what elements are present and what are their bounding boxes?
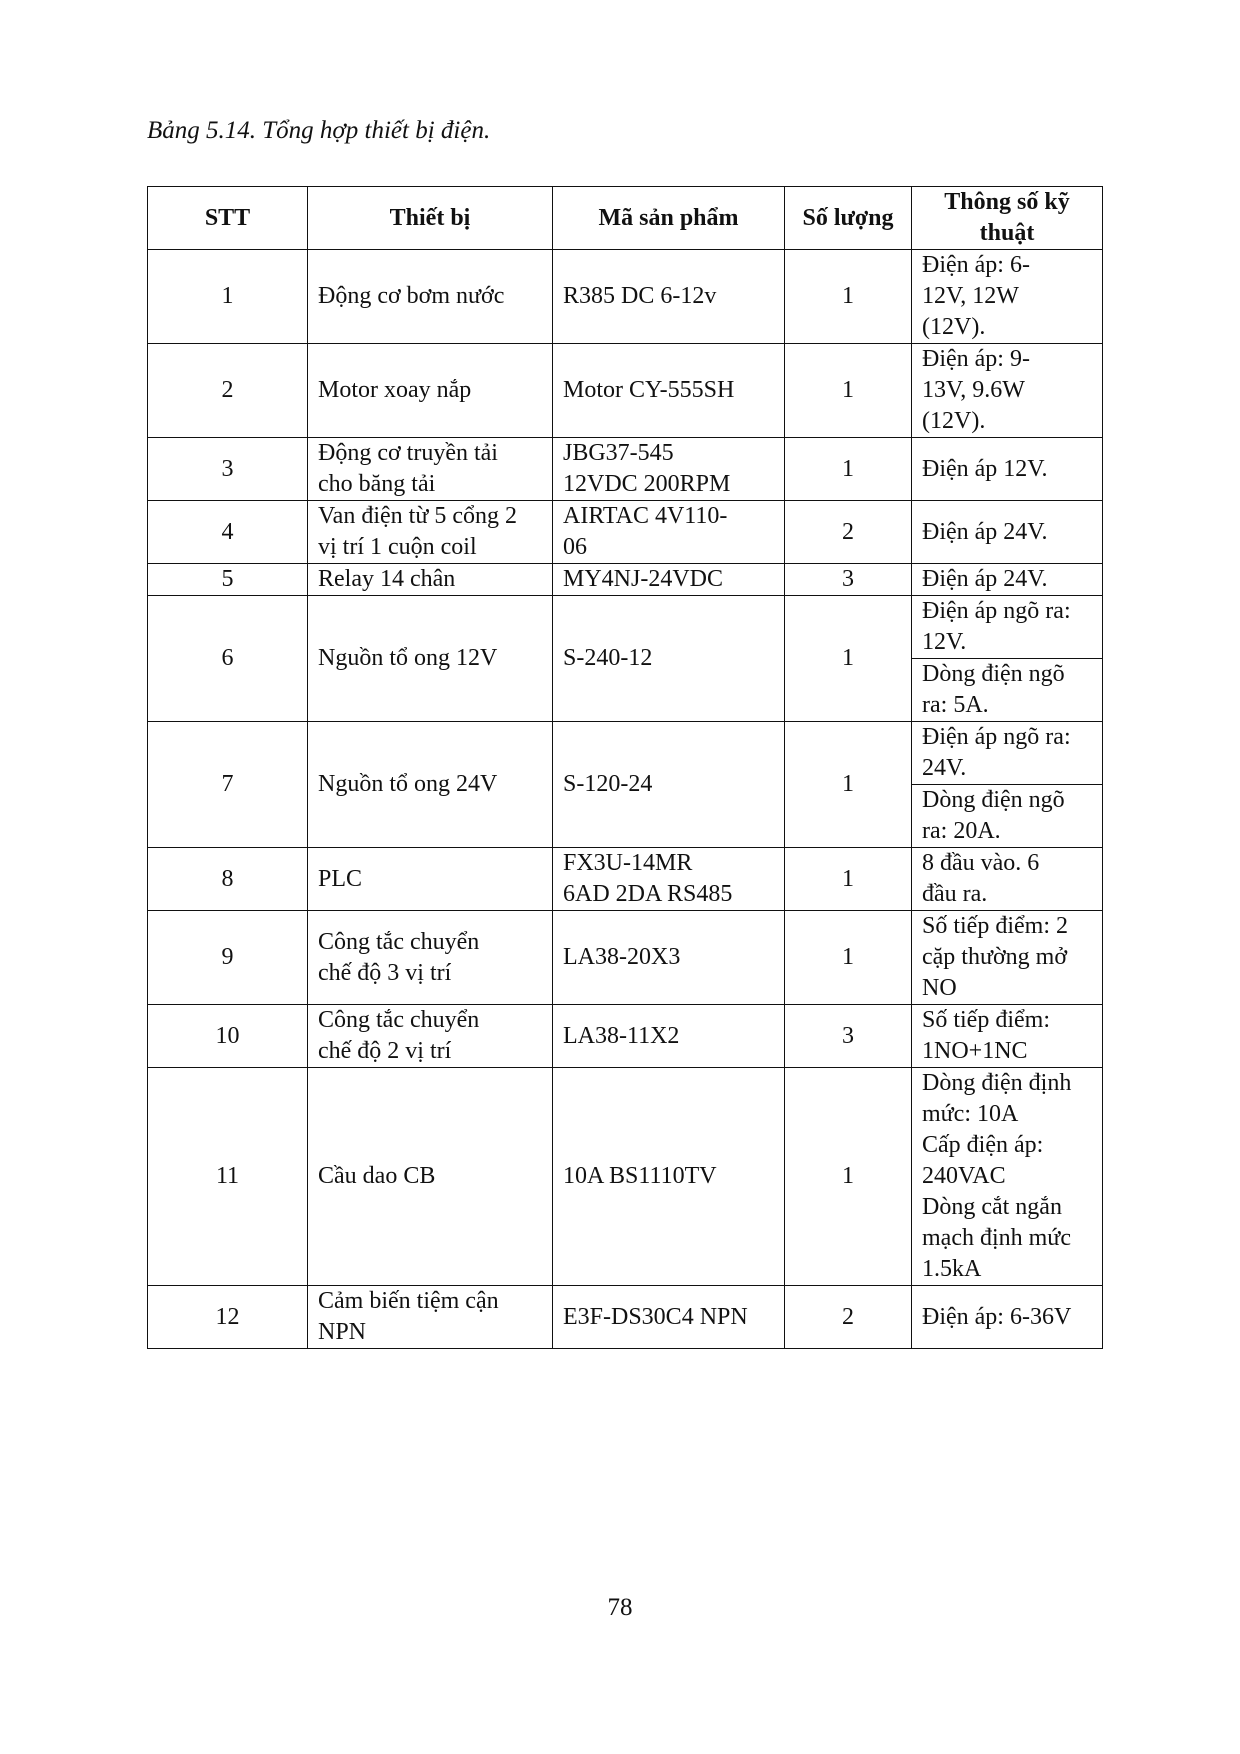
cell-quantity: 3 xyxy=(785,564,912,596)
cell-stt: 6 xyxy=(148,596,308,722)
cell-stt: 4 xyxy=(148,501,308,564)
cell-product-code: S-240-12 xyxy=(553,596,785,722)
table-row xyxy=(148,596,1103,659)
cell-product-code: LA38-11X2 xyxy=(553,1005,785,1068)
cell-product-code: Motor CY-555SH xyxy=(553,344,785,438)
cell-specification: Điện áp: 6-36V xyxy=(912,1286,1103,1349)
cell-device: Motor xoay nắp xyxy=(308,344,553,438)
cell-product-code: LA38-20X3 xyxy=(553,911,785,1005)
cell-device: Cảm biến tiệm cận NPN xyxy=(308,1286,553,1349)
cell-stt: 8 xyxy=(148,848,308,911)
cell-quantity: 1 xyxy=(785,848,912,911)
table-row xyxy=(148,501,1103,564)
table-header-row xyxy=(148,187,1103,250)
cell-quantity: 1 xyxy=(785,438,912,501)
table-row xyxy=(148,911,1103,1005)
cell-specification: Số tiếp điểm: 1NO+1NC xyxy=(912,1005,1103,1068)
cell-product-code: S-120-24 xyxy=(553,722,785,848)
table-body xyxy=(148,250,1103,1349)
cell-stt: 9 xyxy=(148,911,308,1005)
cell-quantity: 1 xyxy=(785,722,912,848)
cell-quantity: 1 xyxy=(785,1068,912,1286)
header-specifications: Thông số kỹ thuật xyxy=(912,187,1103,250)
table-row xyxy=(148,564,1103,596)
cell-device: PLC xyxy=(308,848,553,911)
cell-specification: Điện áp ngõ ra: 24V. xyxy=(912,722,1103,785)
table-row xyxy=(148,1286,1103,1349)
header-device: Thiết bị xyxy=(308,187,553,250)
cell-product-code: 10A BS1110TV xyxy=(553,1068,785,1286)
cell-specification: Điện áp: 6- 12V, 12W (12V). xyxy=(912,250,1103,344)
cell-specification: Dòng điện ngõ ra: 20A. xyxy=(912,785,1103,848)
cell-device: Động cơ bơm nước xyxy=(308,250,553,344)
cell-product-code: FX3U-14MR 6AD 2DA RS485 xyxy=(553,848,785,911)
header-stt: STT xyxy=(148,187,308,250)
cell-quantity: 2 xyxy=(785,501,912,564)
cell-device: Công tắc chuyển chế độ 2 vị trí xyxy=(308,1005,553,1068)
cell-product-code: MY4NJ-24VDC xyxy=(553,564,785,596)
cell-quantity: 1 xyxy=(785,596,912,722)
cell-device: Cầu dao CB xyxy=(308,1068,553,1286)
table-row xyxy=(148,344,1103,438)
cell-product-code: E3F-DS30C4 NPN xyxy=(553,1286,785,1349)
cell-quantity: 1 xyxy=(785,344,912,438)
cell-specification: Điện áp 12V. xyxy=(912,438,1103,501)
cell-specification: Dòng điện ngõ ra: 5A. xyxy=(912,659,1103,722)
cell-specification: Điện áp 24V. xyxy=(912,501,1103,564)
cell-stt: 2 xyxy=(148,344,308,438)
equipment-table xyxy=(147,186,1103,1349)
table-caption: Bảng 5.14. Tổng hợp thiết bị điện. xyxy=(147,117,491,144)
cell-product-code: R385 DC 6-12v xyxy=(553,250,785,344)
cell-specification: Điện áp ngõ ra: 12V. xyxy=(912,596,1103,659)
cell-product-code: JBG37-545 12VDC 200RPM xyxy=(553,438,785,501)
cell-device: Động cơ truyền tải cho băng tải xyxy=(308,438,553,501)
table-row xyxy=(148,250,1103,344)
cell-device: Nguồn tổ ong 24V xyxy=(308,722,553,848)
table-row xyxy=(148,1005,1103,1068)
cell-device: Relay 14 chân xyxy=(308,564,553,596)
table-row xyxy=(148,848,1103,911)
cell-stt: 11 xyxy=(148,1068,308,1286)
cell-specification: Số tiếp điểm: 2 cặp thường mở NO xyxy=(912,911,1103,1005)
cell-quantity: 1 xyxy=(785,911,912,1005)
cell-quantity: 1 xyxy=(785,250,912,344)
cell-specification: Điện áp: 9- 13V, 9.6W (12V). xyxy=(912,344,1103,438)
cell-specification: 8 đầu vào. 6 đầu ra. xyxy=(912,848,1103,911)
cell-specification: Dòng điện định mức: 10A Cấp điện áp: 240VAC Dòng cắt ngắn mạch định mức 1.5kA xyxy=(912,1068,1103,1286)
cell-specification: Điện áp 24V. xyxy=(912,564,1103,596)
cell-stt: 3 xyxy=(148,438,308,501)
cell-stt: 7 xyxy=(148,722,308,848)
page-number: 78 xyxy=(607,1594,633,1621)
cell-device: Van điện từ 5 cổng 2 vị trí 1 cuộn coil xyxy=(308,501,553,564)
header-quantity: Số lượng xyxy=(785,187,912,250)
cell-product-code: AIRTAC 4V110- 06 xyxy=(553,501,785,564)
cell-quantity: 2 xyxy=(785,1286,912,1349)
cell-stt: 12 xyxy=(148,1286,308,1349)
table-row xyxy=(148,1068,1103,1286)
table-row xyxy=(148,438,1103,501)
table-row xyxy=(148,722,1103,785)
cell-quantity: 3 xyxy=(785,1005,912,1068)
header-product-code: Mã sản phẩm xyxy=(553,187,785,250)
cell-device: Công tắc chuyển chế độ 3 vị trí xyxy=(308,911,553,1005)
cell-stt: 5 xyxy=(148,564,308,596)
cell-device: Nguồn tổ ong 12V xyxy=(308,596,553,722)
cell-stt: 10 xyxy=(148,1005,308,1068)
cell-stt: 1 xyxy=(148,250,308,344)
